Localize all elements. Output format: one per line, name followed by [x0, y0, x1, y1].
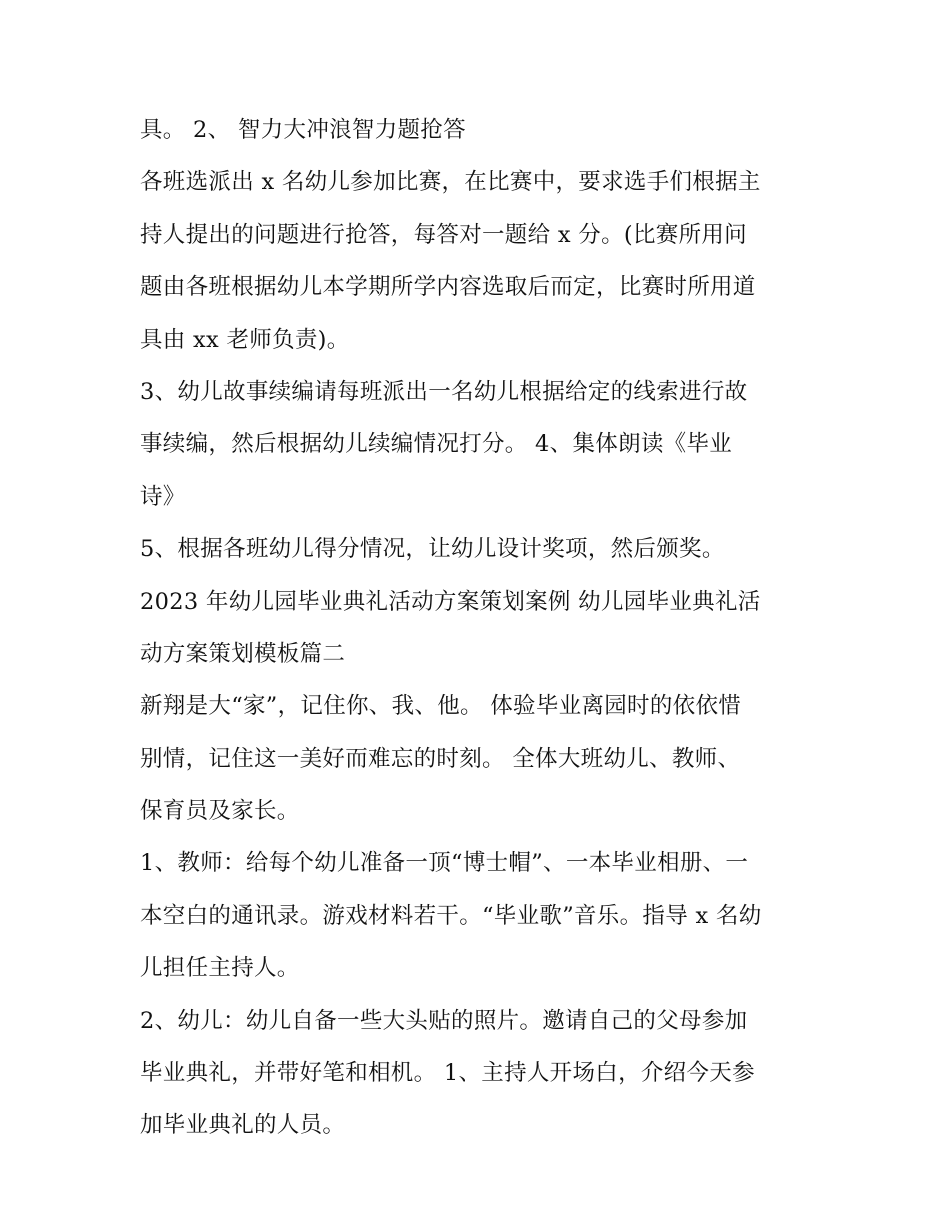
text-line: 毕业典礼，并带好笔和相机。 1、主持人开场白，介绍今天参 — [140, 1060, 755, 1087]
text-line: 别情，记住这一美好而难忘的时刻。 全体大班幼儿、教师、 — [140, 745, 741, 772]
text-line: 2、幼儿：幼儿自备一些大头贴的照片。邀请自己的父母参加 — [140, 1007, 748, 1034]
text-line: 5、根据各班幼儿得分情况，让幼儿设计奖项，然后颁奖。 — [140, 536, 725, 563]
text-line: 本空白的通讯录。游戏材料若干。“毕业歌”音乐。指导 x 名幼 — [140, 902, 762, 929]
text-line: 3、幼儿故事续编请每班派出一名幼儿根据给定的线索进行故 — [140, 378, 748, 405]
text-line: 具由 xx 老师负责)。 — [140, 326, 350, 353]
text-line: 具。 2、 智力大冲浪智力题抢答 — [140, 117, 466, 143]
section-heading-line: 2023 年幼儿园毕业典礼活动方案策划案例 幼儿园毕业典礼活 — [140, 588, 761, 615]
text-line: 题由各班根据幼儿本学期所学内容选取后而定，比赛时所用道 — [140, 274, 756, 301]
text-line: 加毕业典礼的人员。 — [140, 1112, 346, 1139]
text-line: 各班选派出 x 名幼儿参加比赛，在比赛中，要求选手们根据主 — [140, 169, 761, 196]
text-line: 持人提出的问题进行抢答，每答对一题给 x 分。(比赛所用问 — [140, 221, 747, 248]
text-line: 儿担任主持人。 — [140, 955, 300, 982]
text-line: 1、教师：给每个幼儿准备一顶“博士帽”、一本毕业相册、一 — [140, 850, 749, 877]
text-line: 新翔是大“家”，记住你、我、他。 体验毕业离园时的依依惜 — [140, 693, 742, 720]
text-line: 事续编，然后根据幼儿续编情况打分。 4、集体朗读《毕业 — [140, 431, 733, 458]
text-line: 保育员及家长。 — [140, 798, 300, 825]
document-body — [140, 104, 820, 1152]
text-line: 诗》 — [140, 483, 186, 510]
section-heading-line: 动方案策划模板篇二 — [140, 640, 346, 667]
